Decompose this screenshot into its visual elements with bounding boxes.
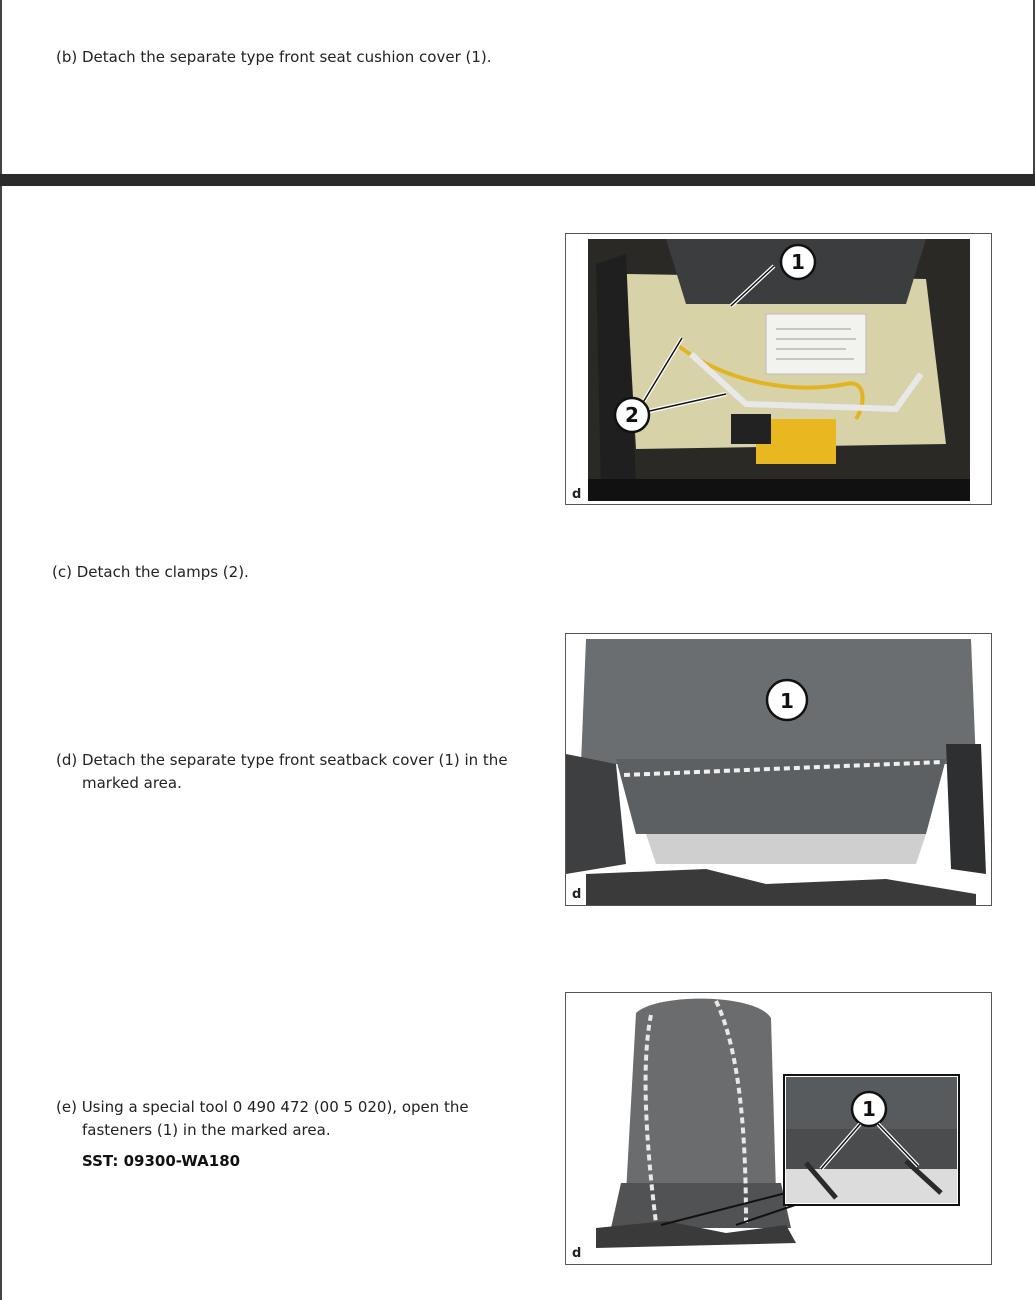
figure-seatback-fasteners [565,992,992,1265]
figure1-callout-2: 2 [625,403,639,427]
step-c-text: (c) Detach the clamps (2). [52,563,249,581]
figure2-label: d [572,887,582,902]
figure2-callout-1: 1 [780,689,794,713]
section-divider [0,174,1035,186]
step-e-text [56,1096,469,1142]
step-e-line2: fasteners (1) in the marked area. [82,1121,331,1139]
sst-code: SST: 09300-WA180 [82,1152,241,1170]
step-d-line1: (d) Detach the separate type front seatback cover (1) in the [56,751,508,769]
figure-seatback-cover [565,633,992,906]
top-section-frame [0,0,1035,176]
step-d-line2: marked area. [82,774,182,792]
step-b-text: (b) Detach the separate type front seat cushion cover (1). [56,48,492,66]
figure3-label: d [572,1246,582,1261]
figure1-callout-1: 1 [791,250,805,274]
step-d-text [56,749,508,795]
figure-seat-cushion-clamps [565,233,992,505]
figure1-label: d [572,487,582,502]
figure3-callout-1: 1 [862,1097,876,1121]
step-e-line1: (e) Using a special tool 0 490 472 (00 5 020), open the [56,1098,469,1116]
